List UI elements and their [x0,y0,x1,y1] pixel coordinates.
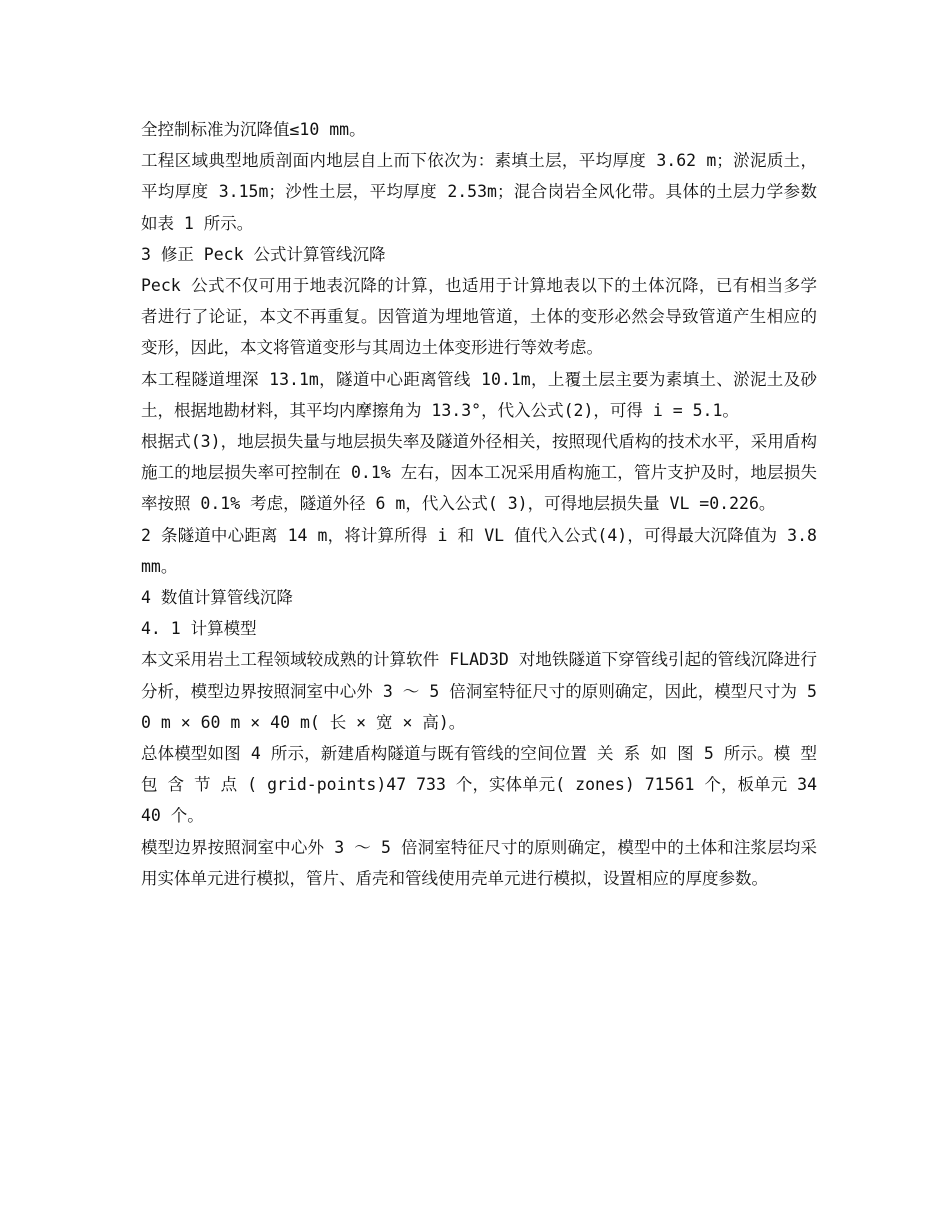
paragraph-safety-standard: 全控制标准为沉降值≤10 mm。 [141,120,366,139]
section-heading-3: 3 修正 Peck 公式计算管线沉降 [141,244,386,264]
paragraph-tunnel-depth: 本工程隧道埋深 13.1m，隧道中心距离管线 10.1m，上覆土层主要为素填土、淤泥土及砂土，根据地勘材料，其平均内摩擦角为 13.3°，代入公式(2)，可得 i = 5.1。 [141,369,817,420]
paragraph-geology-strata: 工程区域典型地质剖面内地层自上而下依次为：素填土层，平均厚度 3.62 m；淤泥质土，平均厚度 3.15m；沙性土层，平均厚度 2.53m；混合岗岩全风化带。具体的土层力学参数如表 1 所示。 [141,151,817,233]
paragraph-ground-loss: 根据式(3)，地层损失量与地层损失率及隧道外径相关，按照现代盾构的技术水平，采用盾构施工的地层损失率可控制在 0.1% 左右，因本工况采用盾构施工，管片支护及时，地层损失率按照 0.1% 考虑，隧道外径 6 m，代入公式( 3)，可得地层损失量 VL =0.226。 [141,432,817,514]
paragraph-max-settlement: 2 条隧道中心距离 14 m，将计算所得 i 和 VL 值代入公式(4)，可得最大沉降值为 3.8mm。 [141,525,817,576]
paragraph-model-overview: 总体模型如图 4 所示，新建盾构隧道与既有管线的空间位置 关 系 如 图 5 所示。模 型 包 含 节 点 ( grid-points)47 733 个，实体单元( zones) 71561 个，板单元 3440 个。 [141,744,817,826]
paragraph-peck-intro: Peck 公式不仅可用于地表沉降的计算，也适用于计算地表以下的土体沉降，已有相当多学者进行了论证，本文不再重复。因管道为埋地管道，土体的变形必然会导致管道产生相应的变形，因此，本文将管道变形与其周边土体变形进行等效考虑。 [141,276,817,358]
paragraph-model-elements: 模型边界按照洞室中心外 3 ～ 5 倍洞室特征尺寸的原则确定，模型中的土体和注浆层均采用实体单元进行模拟，管片、盾壳和管线使用壳单元进行模拟，设置相应的厚度参数。 [141,837,817,888]
section-heading-4: 4 数值计算管线沉降 [141,588,293,608]
paragraph-model-software: 本文采用岩土工程领域较成熟的计算软件 FLAD3D 对地铁隧道下穿管线引起的管线沉降进行分析，模型边界按照洞室中心外 3 ～ 5 倍洞室特征尺寸的原则确定，因此，模型尺寸为 50 m × 60 m × 40 m( 长 × 宽 × 高)。 [141,650,817,732]
subsection-heading-4-1: 4. 1 计算模型 [141,619,257,639]
document-body [141,114,817,894]
